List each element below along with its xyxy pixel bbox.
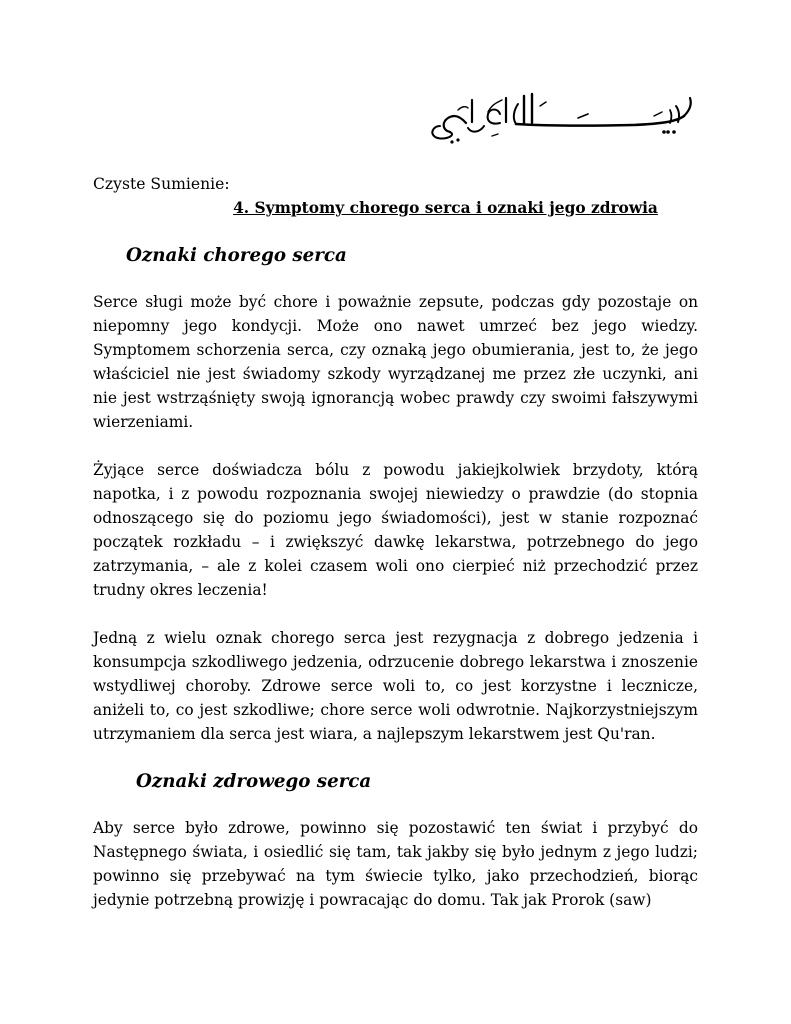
paragraph: Jedną z wielu oznak chorego serca jest rezygnacja z dobrego jedzenia i konsumpcja szkodliwego jedzenia, odrzucenie dobrego lekarstwa i znoszenie wstydliwej choroby. Zdrowe serce woli to, co jest korzystne i lecznicze, aniżeli to, co jest szkodliwe; chore serce woli odwrotnie. Najkorzystniejszym utrzymaniem dla serca jest wiara, a najlepszym lekarstwem jest Qu'ran. — [93, 629, 698, 743]
basmala-calligraphy-icon — [428, 92, 698, 150]
paragraph: Żyjące serce doświadcza bólu z powodu jakiejkolwiek brzydoty, którą napotka, i z powodu rozpoznania swojej niewiedzy o prawdzie (do stopnia odnoszącego się do poziomu jego świadomości), jest w stanie rozpoznać początek rozkładu – i zwiększyć dawkę lekarstwa, potrzebnego do jego zatrzymania, – ale z kolei czasem woli ono cierpieć niż przechodzić przez trudny okres leczenia! — [93, 461, 698, 599]
section-heading-sick-heart: Oznaki chorego serca — [126, 245, 347, 266]
document-body — [93, 172, 698, 912]
paragraph: Serce sługi może być chore i poważnie zepsute, podczas gdy pozostaje on niepomny jego kondycji. Może ono nawet umrzeć bez jego wiedzy. Symptomem schorzenia serca, czy oznaką jego obumierania, jest to, że jego właściciel nie jest świadomy szkody wyrządzanej me przez złe uczynki, ani nie jest wstrząśnięty swoją ignorancją wobec prawdy czy swoimi fałszywymi wierzeniami. — [93, 293, 698, 431]
document-label: Czyste Sumienie: — [93, 175, 230, 193]
section-heading-healthy-heart: Oznaki zdrowego serca — [136, 771, 372, 792]
paragraph: Aby serce było zdrowe, powinno się pozostawić ten świat i przybyć do Następnego świata, i osiedlić się tam, tak jakby się było jednym z jego ludzi; powinno się przebywać na tym świecie tylko, jako przechodzień, biorąc jedynie potrzebną prowizję i powracając do domu. Tak jak Prorok (saw) — [93, 819, 698, 909]
document-title: 4. Symptomy chorego serca i oznaki jego zdrowia — [233, 199, 658, 217]
